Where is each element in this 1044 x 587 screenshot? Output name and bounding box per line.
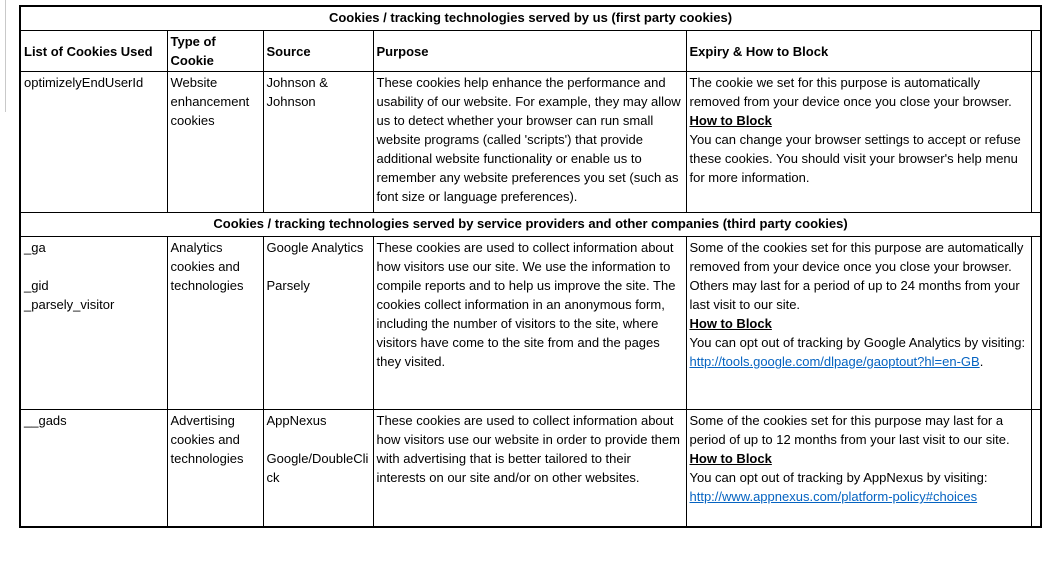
cell-cookie-names [20, 72, 167, 213]
google-analytics-optout-link[interactable]: http://tools.google.com/dlpage/gaoptout?hl=en-GB [689, 354, 980, 369]
cookie-type-text: Website enhancement cookies [170, 75, 250, 128]
first-party-section-title: Cookies / tracking technologies served by us (first party cookies) [20, 6, 1041, 31]
how-to-block-label: How to Block [689, 113, 772, 128]
source-name: Google Analytics [266, 240, 364, 255]
cell-source [263, 72, 373, 213]
cell-cookie-type [167, 237, 263, 410]
cell-expiry [686, 410, 1031, 527]
expiry-intro-text: Some of the cookies set for this purpose may last for a period of up to 12 months from your last visit to our site. [689, 413, 1010, 447]
source-name: Google/DoubleClick [266, 451, 369, 485]
third-party-section-title: Cookies / tracking technologies served by service providers and other companies (third party cookies) [20, 213, 1041, 237]
cookie-name: optimizelyEndUserId [24, 75, 144, 90]
source-name: AppNexus [266, 413, 327, 428]
blank-line [267, 257, 370, 276]
cell-purpose [373, 72, 686, 213]
col-header-expiry: Expiry & How to Block [686, 31, 1031, 72]
table-row [20, 237, 1041, 410]
cell-source [263, 237, 373, 410]
expiry-intro-text: The cookie we set for this purpose is automatically removed from your device once you close your browser. [689, 75, 1012, 109]
page-edge-line [5, 0, 6, 112]
cell-cookie-names [20, 237, 167, 410]
cookie-name: __gads [24, 413, 67, 428]
col-header-source: Source [263, 31, 373, 72]
section-title-row-third-party [20, 213, 1041, 237]
cell-purpose [373, 410, 686, 527]
table-edge-spacer [1031, 72, 1041, 213]
expiry-link-line [690, 487, 1028, 506]
expiry-instructions-text: You can opt out of tracking by Google Analytics by visiting: [689, 335, 1026, 350]
expiry-intro-text: Some of the cookies set for this purpose are automatically removed from your device once you close your browser. Others may last for a period of up to 24 months from your last visit to our site. [689, 240, 1024, 312]
purpose-text: These cookies help enhance the performance and usability of our website. For example, they may allow us to detect whether your browser can run small website programs (called 'scripts') that provide additional website functionality or enable us to remember any website preferences you set (such as font size or language preferences). [376, 75, 681, 204]
expiry-instructions-text: You can change your browser settings to accept or refuse these cookies. You should visit your browser's help menu for more information. [689, 132, 1021, 185]
col-header-list-of-cookies: List of Cookies Used [20, 31, 167, 72]
table-row [20, 72, 1041, 213]
table-edge-spacer [1031, 31, 1041, 72]
blank-line [24, 257, 164, 276]
expiry-instructions-text: You can opt out of tracking by AppNexus by visiting: [689, 470, 988, 485]
cookies-table [19, 5, 1042, 528]
cookie-name: _ga [24, 240, 46, 255]
purpose-text: These cookies are used to collect information about how visitors use our website in order to provide them with advertising that is better tailored to their interests on our site and/or on other websites. [376, 413, 680, 485]
cookie-type-text: Advertising cookies and technologies [170, 413, 244, 466]
col-header-purpose: Purpose [373, 31, 686, 72]
appnexus-optout-link[interactable]: http://www.appnexus.com/platform-policy#choices [689, 489, 978, 504]
how-to-block-label: How to Block [689, 316, 772, 331]
table-edge-spacer [1031, 410, 1041, 527]
cookie-name: _gid [24, 278, 49, 293]
cookie-type-text: Analytics cookies and technologies [170, 240, 244, 293]
how-to-block-label: How to Block [689, 451, 772, 466]
cell-expiry [686, 237, 1031, 410]
source-name: Johnson & Johnson [266, 75, 328, 109]
cell-source [263, 410, 373, 527]
cell-cookie-names [20, 410, 167, 527]
source-name: Parsely [266, 278, 310, 293]
purpose-text: These cookies are used to collect information about how visitors use our site. We use the information to compile reports and to help us improve the site. The cookies collect information in an anonymous form, including the number of visitors to the site, where visitors have come to the site from and the pages they visited. [376, 240, 676, 369]
table-edge-spacer [1031, 237, 1041, 410]
cookie-name: _parsely_visitor [24, 297, 115, 312]
table-row [20, 410, 1041, 527]
section-title-row-first-party [20, 6, 1041, 31]
expiry-link-line [690, 352, 1028, 371]
cell-cookie-type [167, 410, 263, 527]
link-suffix: . [979, 354, 984, 369]
column-header-row [20, 31, 1041, 72]
col-header-type-of-cookie: Type of Cookie [167, 31, 263, 72]
cell-expiry [686, 72, 1031, 213]
cell-cookie-type [167, 72, 263, 213]
cell-purpose [373, 237, 686, 410]
blank-line [267, 430, 370, 449]
